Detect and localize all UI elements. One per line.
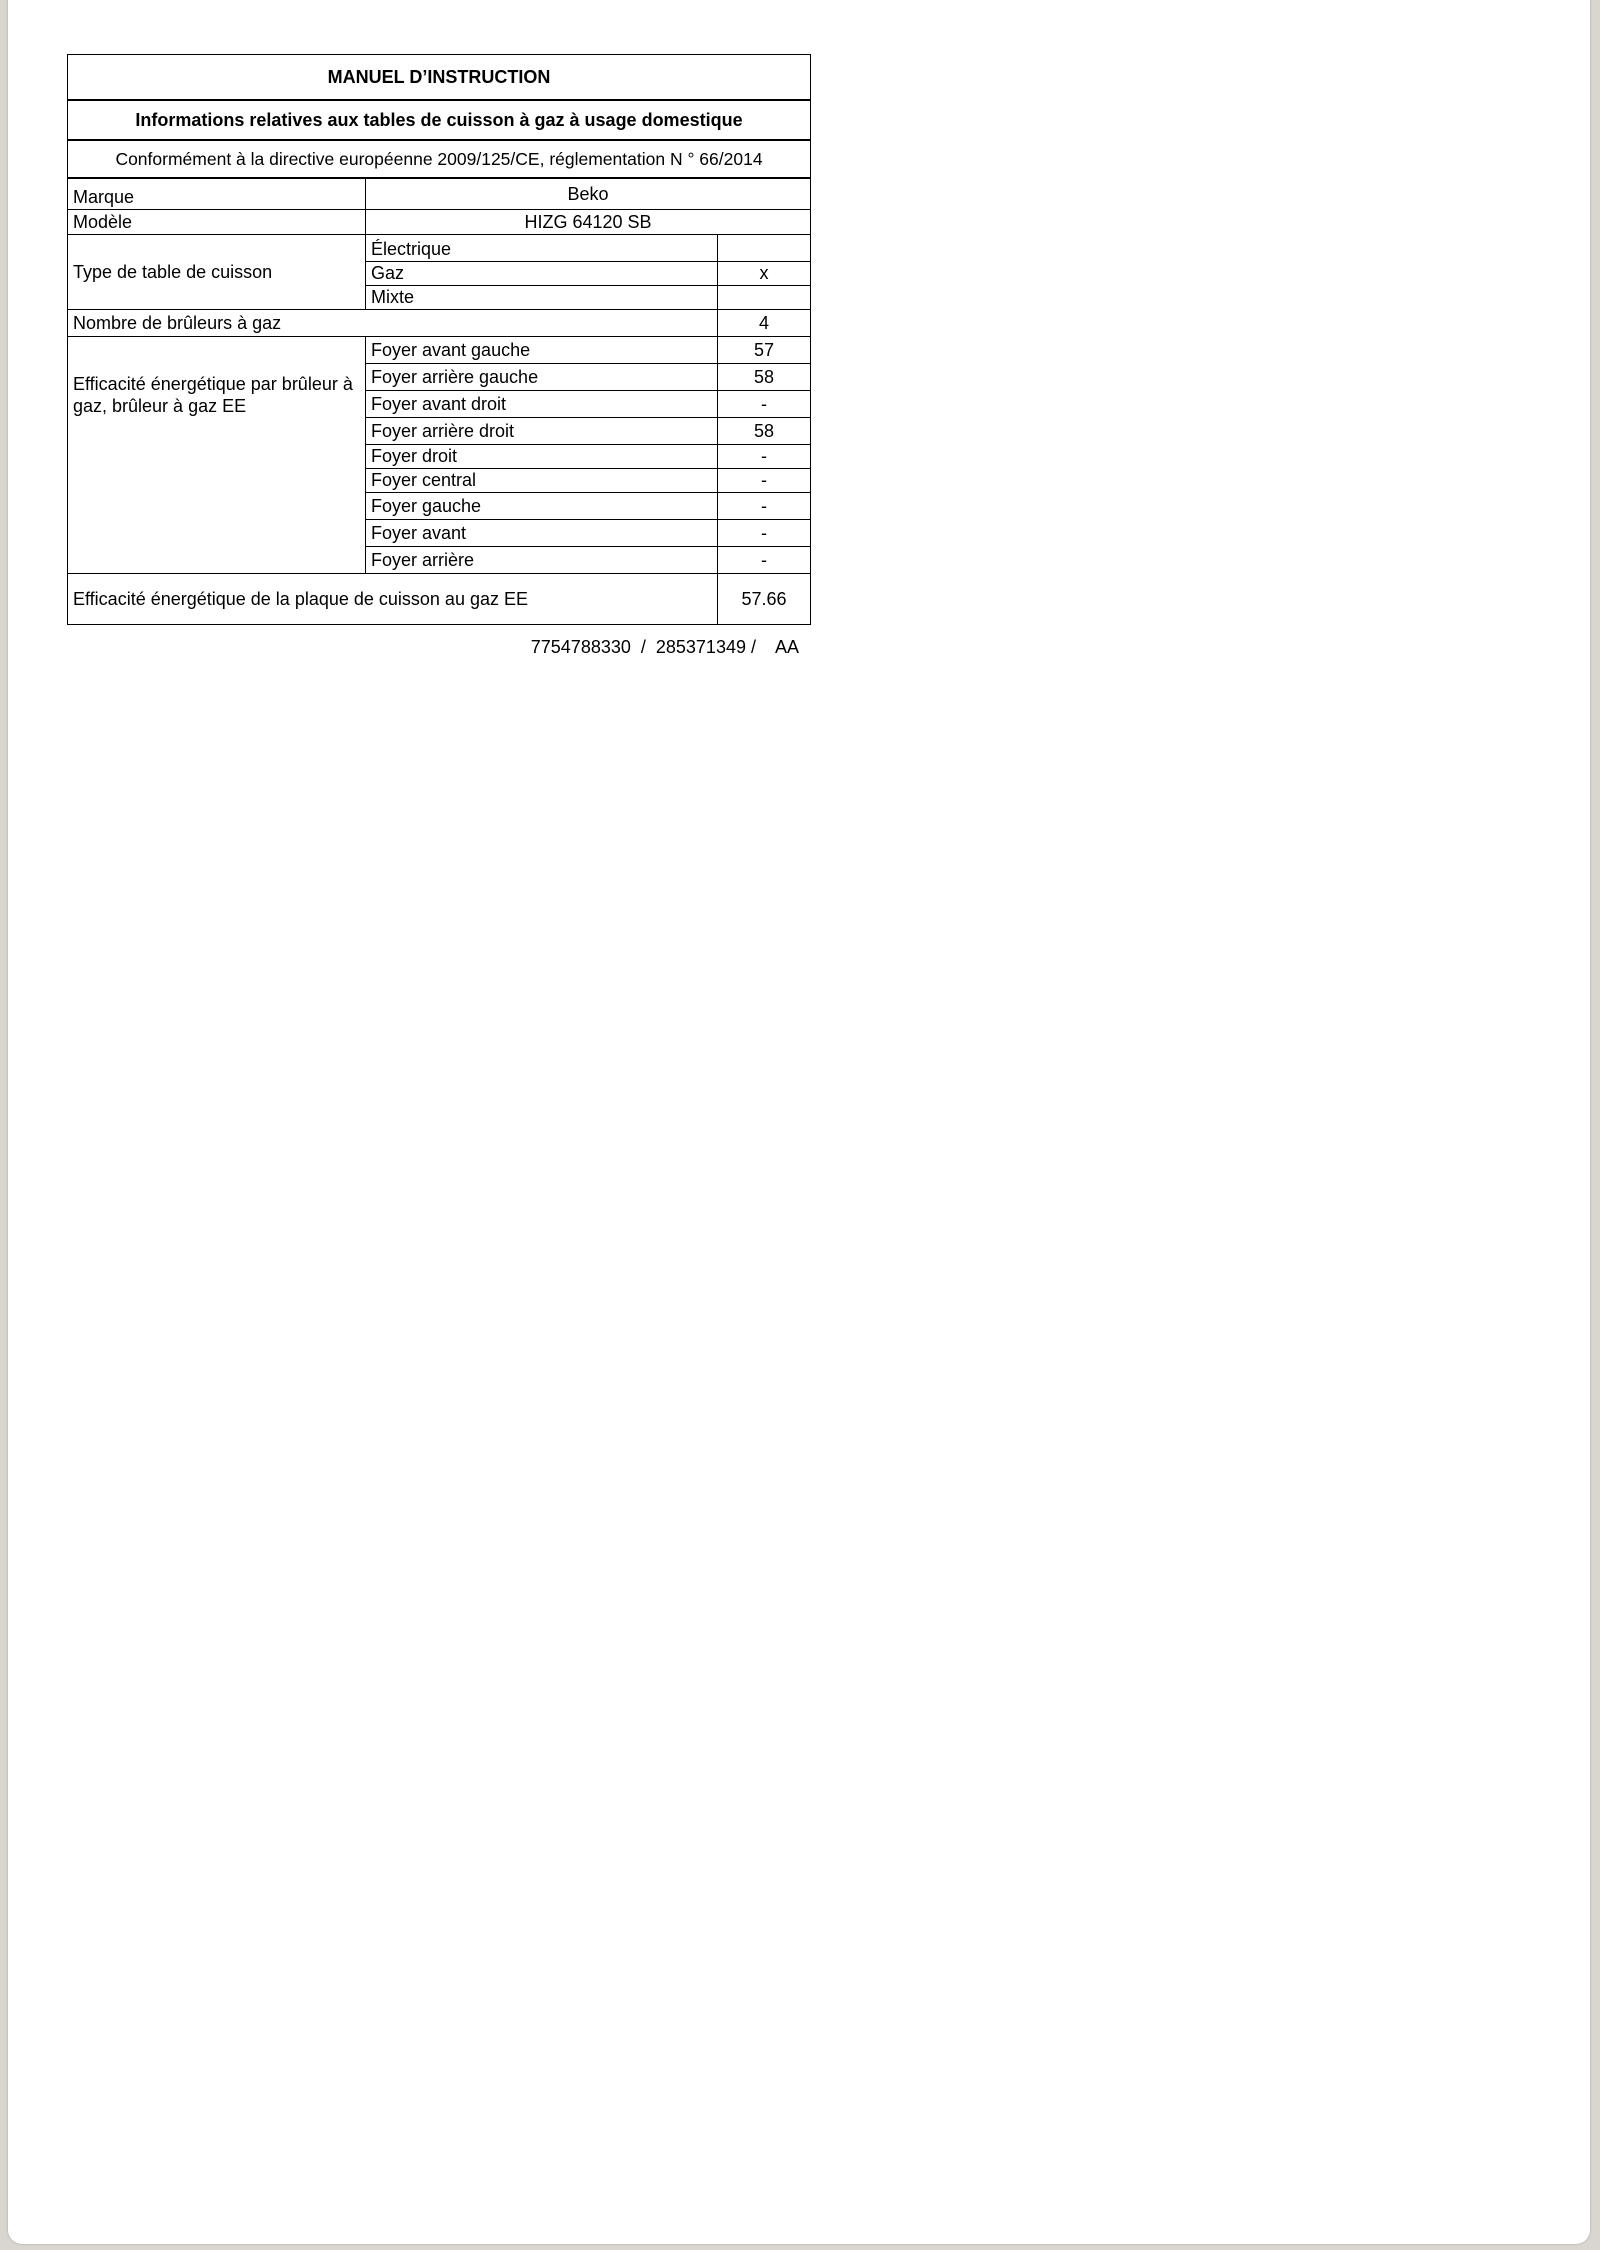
burner-efficiency-value: 58 xyxy=(718,364,811,391)
burner-name: Foyer arrière gauche xyxy=(366,364,718,391)
burner-name: Foyer avant xyxy=(366,520,718,547)
document-reference: 7754788330 / 285371349 / AA xyxy=(530,637,799,657)
hob-type-label: Type de table de cuisson xyxy=(68,235,366,310)
burner-name: Foyer arrière xyxy=(366,547,718,574)
burner-name: Foyer arrière droit xyxy=(366,418,718,445)
title-row xyxy=(68,55,811,101)
total-efficiency-label: Efficacité énergétique de la plaque de cuisson au gaz EE xyxy=(68,574,718,625)
burner-efficiency-value: - xyxy=(718,520,811,547)
burners-row xyxy=(68,310,811,337)
total-efficiency-value: 57.66 xyxy=(718,574,811,625)
model-row xyxy=(68,210,811,235)
subtitle-row xyxy=(68,100,811,140)
burner-name: Foyer avant droit xyxy=(366,391,718,418)
burner-efficiency-value: 58 xyxy=(718,418,811,445)
burner-efficiency-value: 57 xyxy=(718,337,811,364)
burner-name: Foyer central xyxy=(366,469,718,493)
burner-name: Foyer gauche xyxy=(366,493,718,520)
hob-type-option: Mixte xyxy=(366,286,718,310)
total-efficiency-row xyxy=(68,574,811,625)
hob-type-option: Gaz xyxy=(366,262,718,286)
burner-efficiency-value: - xyxy=(718,493,811,520)
energy-info-sheet xyxy=(67,54,810,658)
document-subtitle: Informations relatives aux tables de cuisson à gaz à usage domestique xyxy=(68,100,811,140)
burner-efficiency-value: - xyxy=(718,445,811,469)
burner-efficiency-label: Efficacité énergétique par brûleur à gaz, brûleur à gaz EE xyxy=(68,337,366,574)
hob-type-mark xyxy=(718,235,811,262)
directive-row xyxy=(68,140,811,178)
document-title: MANUEL D’INSTRUCTION xyxy=(68,55,811,101)
hob-type-mark: x xyxy=(718,262,811,286)
burners-value: 4 xyxy=(718,310,811,337)
hob-type-mark xyxy=(718,286,811,310)
burner-efficiency-value: - xyxy=(718,391,811,418)
burner-efficiency-row xyxy=(68,337,811,364)
burner-efficiency-value: - xyxy=(718,469,811,493)
hob-type-row xyxy=(68,235,811,262)
model-label: Modèle xyxy=(68,210,366,235)
directive-text: Conformément à la directive européenne 2009/125/CE, réglementation N ° 66/2014 xyxy=(68,140,811,178)
document-page xyxy=(8,0,1590,2244)
burner-name: Foyer droit xyxy=(366,445,718,469)
burner-efficiency-value: - xyxy=(718,547,811,574)
burner-name: Foyer avant gauche xyxy=(366,337,718,364)
brand-row xyxy=(68,178,811,210)
model-value: HIZG 64120 SB xyxy=(366,210,811,235)
burners-label: Nombre de brûleurs à gaz xyxy=(68,310,718,337)
brand-value: Beko xyxy=(366,178,811,210)
energy-info-table xyxy=(67,54,811,625)
brand-label: Marque xyxy=(68,178,366,210)
hob-type-option: Électrique xyxy=(366,235,718,262)
